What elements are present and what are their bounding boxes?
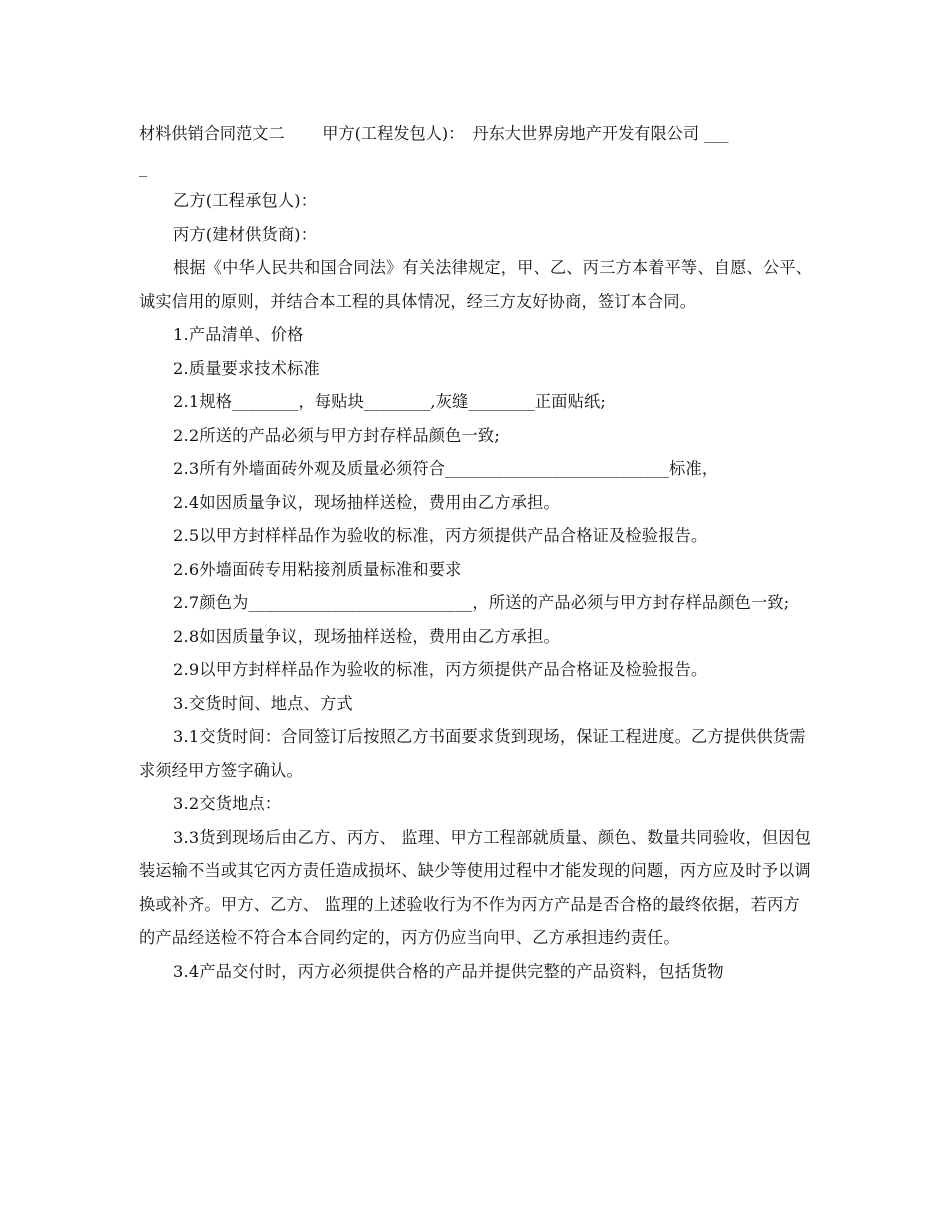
- clause-paragraph: 2.5以甲方封样样品作为验收的标准，丙方须提供产品合格证及检验报告。: [173, 526, 708, 545]
- clause-paragraph: 2.7颜色为___________________________，所送的产品必须与甲方封存样品颜色一致;: [173, 593, 790, 612]
- clause-paragraph: 2.3所有外墙面砖外观及质量必须符合___________________________标准，: [173, 459, 719, 478]
- clause-paragraph: 3.4产品交付时，丙方必须提供合格的产品并提供完整的产品资料，包括货物: [173, 961, 724, 981]
- clause-paragraph: 2.6外墙面砖专用粘接剂质量标准和要求: [173, 559, 462, 579]
- clause-paragraph: 2.2所送的产品必须与甲方封存样品颜色一致;: [173, 425, 500, 445]
- clause-paragraph: 2.8如因质量争议，现场抽样送检，费用由乙方承担。: [173, 626, 560, 646]
- clause-paragraph: 3.1交货时间：合同签订后按照乙方书面要求货到现场，保证工程进度。乙方提供供货需求须经甲方签字确认。: [139, 727, 806, 780]
- party-c-line: 丙方(建材供货商)：: [173, 224, 318, 244]
- preamble-paragraph: 根据《中华人民共和国合同法》有关法律规定，甲、乙、丙三方本着平等、自愿、公平、诚实信用的原则，并结合本工程的具体情况，经三方友好协商，签订本合同。: [139, 258, 813, 311]
- clause-paragraph: 2.1规格________，每贴块________,灰缝________正面贴纸;: [173, 392, 607, 411]
- section-heading: 2.质量要求技术标准: [173, 358, 320, 378]
- party-b-line: 乙方(工程承包人)：: [173, 191, 318, 210]
- section-heading: 3.交货时间、地点、方式: [173, 693, 353, 713]
- title-line-continuation: _: [139, 157, 148, 177]
- clause-paragraph: 2.4如因质量争议，现场抽样送检，费用由乙方承担。: [173, 492, 560, 512]
- document-body: [139, 117, 815, 988]
- clause-paragraph: 2.9以甲方封样样品作为验收的标准，丙方须提供产品合格证及检验报告。: [173, 660, 708, 679]
- clause-paragraph: 3.2交货地点：: [173, 794, 282, 813]
- section-heading: 1.产品清单、价格: [173, 325, 304, 344]
- title-line: 材料供销合同范文二 甲方(工程发包人)： 丹东大世界房地产开发有限公司 ___: [139, 124, 729, 143]
- clause-paragraph: 3.3货到现场后由乙方、丙方、 监理、甲方工程部就质量、颜色、数量共同验收，但因包装运输不当或其它丙方责任造成损坏、缺少等使用过程中才能发现的问题，丙方应及时予以调换或补齐。甲方、乙方、 监理的上述验收行为不作为丙方产品是否合格的最终依据，若丙方的产品经送检不符合本合同约定的，丙方仍应当向甲、乙方承担违约责任。: [139, 827, 812, 947]
